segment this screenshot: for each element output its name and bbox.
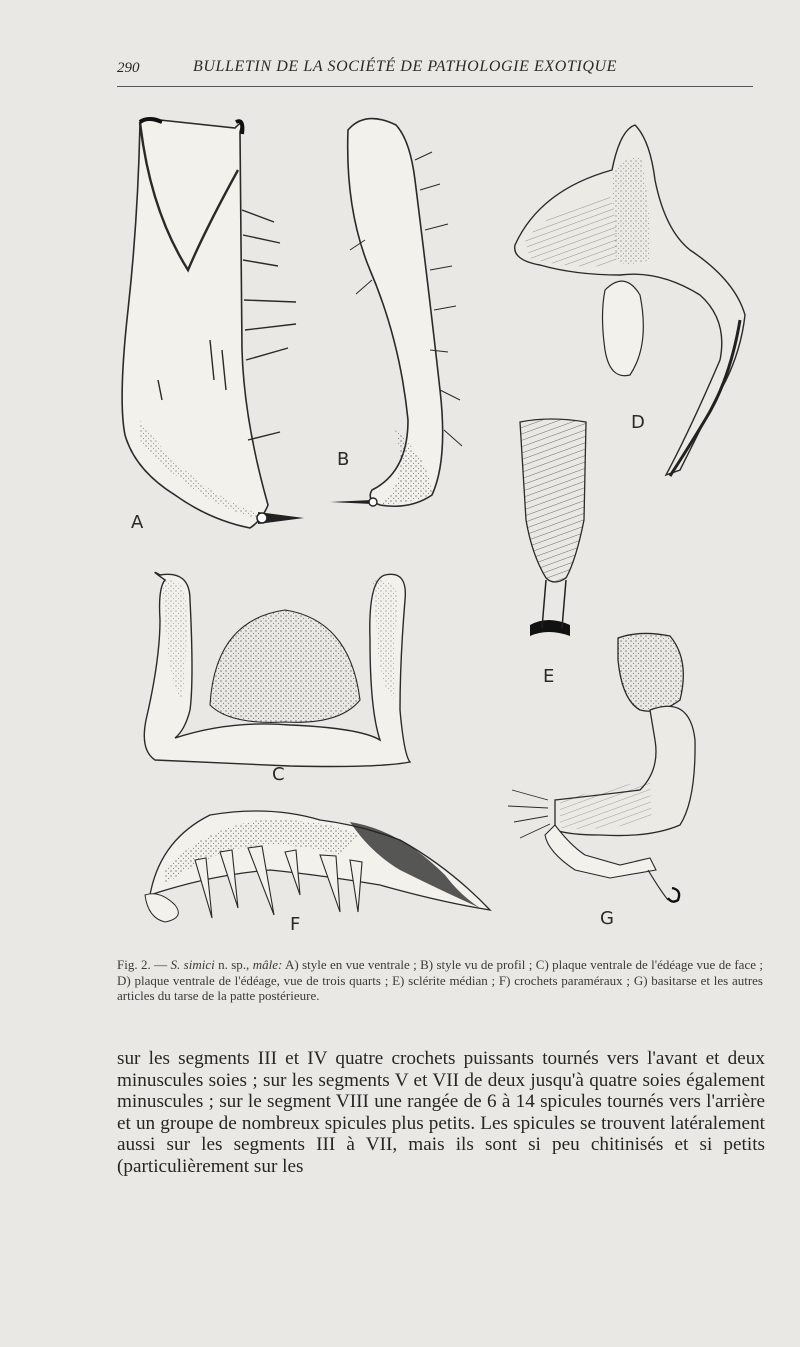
caption-text: A) style en vue ventrale ; B) style vu de profil ; C) plaque ventrale de l'édéage vue de face ; D) plaque ventrale de l'édéage, vue de trois quarts ; E) sclérite médian ; F) crochets paraméraux ; G) basitarse et les autres articles du tarse de la patte postérieure. [117, 957, 763, 1004]
header-rule [117, 86, 753, 87]
running-title: BULLETIN DE LA SOCIÉTÉ DE PATHOLOGIE EXOTIQUE [193, 58, 618, 75]
caption-sp: n. sp., [214, 957, 253, 972]
drawing-f-parameral-hooks [145, 811, 490, 922]
figure-plate [0, 100, 800, 950]
running-header [117, 58, 753, 84]
drawing-e-median-sclerite [520, 419, 586, 636]
caption-prefix: Fig. 2. — [117, 957, 171, 972]
label-d: D [631, 412, 645, 433]
label-g: G [600, 908, 614, 929]
body-paragraph: sur les segments III et IV quatre crochets puissants tournés vers l'avant et deux minuscules soies ; sur les segments V et VII de deux jusqu'à quatre soies également minuscules ; sur le segment VIII une rangée de 6 à 14 spicules tournés vers l'arrière et un groupe de nombreux spicules plus petits. Les spicules se trouvent latéralement aussi sur les segments III à VII, mais ils sont si peu chitinisés et si petits (particulièrement sur les [117, 1048, 765, 1177]
label-b: B [337, 449, 350, 470]
figure-caption [117, 957, 763, 1004]
label-c: C [272, 764, 285, 785]
drawing-g-basitarsus [508, 633, 695, 901]
label-f: F [290, 914, 301, 935]
caption-species: S. simici [170, 957, 215, 972]
caption-sex: mâle: [252, 957, 283, 972]
body-text [117, 1048, 765, 1178]
drawing-c-ventral-plate [144, 572, 410, 766]
drawing-a-style-ventral [122, 118, 304, 528]
label-a: A [131, 512, 144, 533]
label-e: E [543, 666, 555, 687]
drawing-b-style-profile [330, 119, 462, 507]
page-number: 290 [117, 60, 140, 76]
